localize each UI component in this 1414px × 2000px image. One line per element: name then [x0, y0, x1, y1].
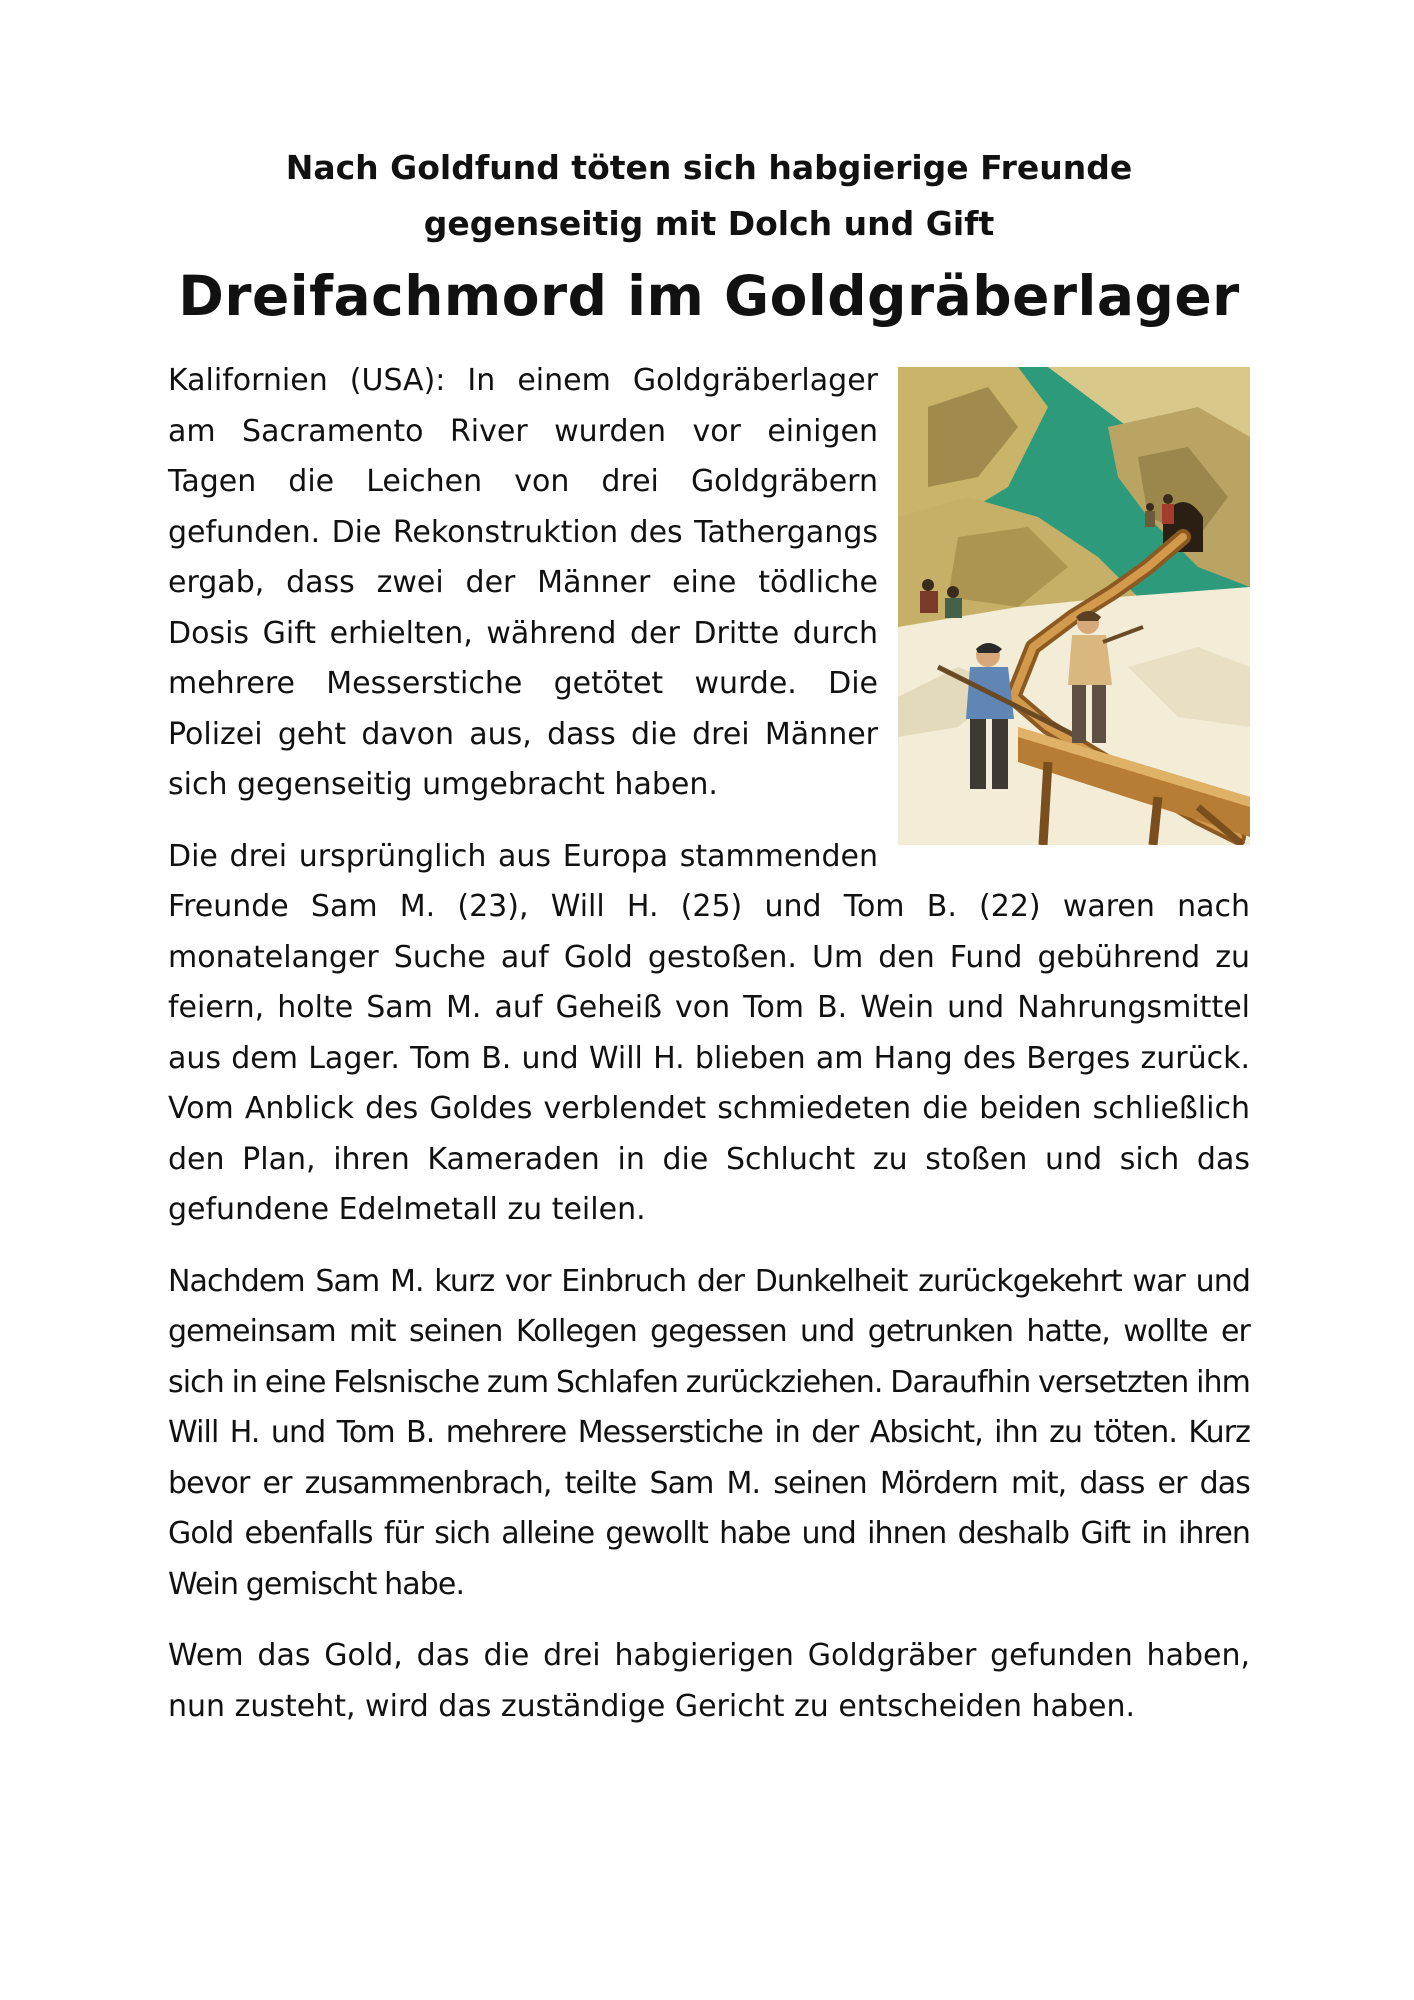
paragraph-3: Nachdem Sam M. kurz vor Einbruch der Dunkelheit zurückgekehrt war und gemeinsam mit seinen Kollegen gegessen und getrunken hatte, wollte er sich in eine Felsnische zum Schlafen zurückziehen. Daraufhin versetzten ihm Will H. und Tom B. mehrere Messerstiche in der Absicht, ihn zu töten. Kurz bevor er zusammenbrach, teilte Sam M. seinen Mördern mit, dass er das Gold ebenfalls für sich alleine gewollt habe und ihnen deshalb Gift in ihren Wein gemischt habe. — [168, 1263, 1250, 1602]
paragraph-4: Wem das Gold, das die drei habgierigen Goldgräber gefunden haben, nun zusteht, wird das zuständige Gericht zu entscheiden haben. — [168, 1638, 1250, 1724]
headline: Dreifachmord im Goldgräberlager — [178, 264, 1240, 328]
gold-miners-illustration — [898, 367, 1250, 845]
kicker-line-1: Nach Goldfund töten sich habgierige Freunde — [285, 148, 1133, 187]
paragraph-2: Die drei ursprünglich aus Europa stammenden Freunde Sam M. (23), Will H. (25) und Tom B. (22) waren nach monatelanger Suche auf Gold gestoßen. Um den Fund gebührend zu feiern, holte Sam M. auf Geheiß von Tom B. Wein und Nahrungsmittel aus dem Lager. Tom B. und Will H. blieben am Hang des Berges zurück. Vom Anblick des Goldes verblendet schmiedeten die beiden schließlich den Plan, ihren Kameraden in die Schlucht zu stoßen und sich das gefundene Edelmetall zu teilen. — [168, 838, 1250, 1227]
kicker-line-2: gegenseitig mit Dolch und Gift — [423, 204, 995, 243]
paragraph-1: Kalifornien (USA): In einem Goldgräberlager am Sacramento River wurden vor einigen Tagen die Leichen von drei Goldgräbern gefunden. Die Rekonstruktion des Tathergangs ergab, dass zwei der Männer eine tödliche Dosis Gift erhielten, während der Dritte durch mehrere Messerstiche getötet wurde. Die Polizei geht davon aus, dass die drei Männer sich gegenseitig umgebracht haben. — [168, 363, 878, 802]
article — [168, 140, 1250, 1753]
